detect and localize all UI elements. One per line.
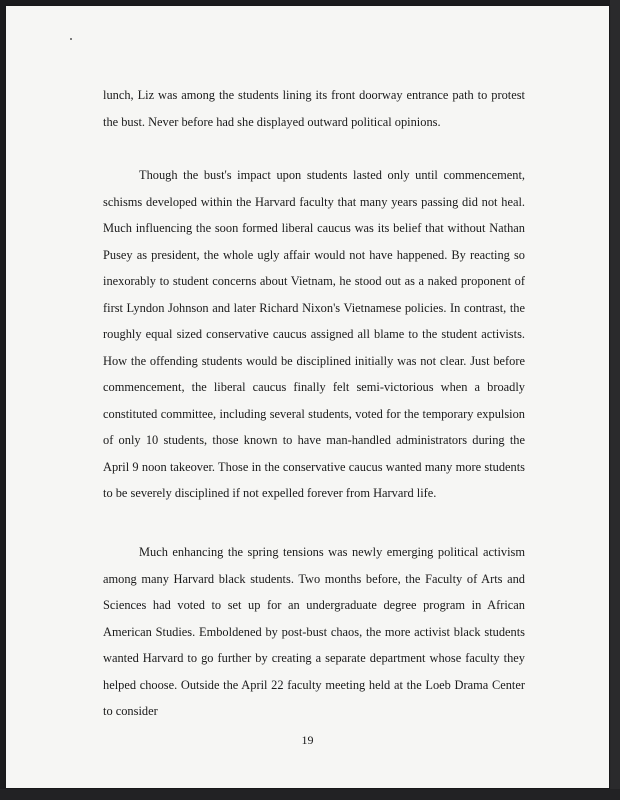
paragraph-1: lunch, Liz was among the students lining its front doorway entrance path to protest the bust. Never before had she displayed outward political opinions. [103, 88, 525, 129]
scan-speck [70, 38, 72, 40]
document-page [6, 6, 609, 788]
paragraph-3: Much enhancing the spring tensions was newly emerging political activism among many Harvard black students. Two months before, the Faculty of Arts and Sciences had voted to set up for an undergraduate degree program in African American Studies. Emboldened by post-bust chaos, the more activist black students wanted Harvard to go further by creating a separate department whose faculty they helped choose. Outside the April 22 faculty meeting held at the Loeb Drama Center to consider [103, 545, 525, 718]
page-number: 19 [301, 733, 314, 747]
scan-background-bottom-edge [0, 789, 620, 800]
paragraph-2: Though the bust's impact upon students lasted only until commencement, schisms developed within the Harvard faculty that many years passing did not heal. Much influencing the soon formed liberal caucus was its belief that without Nathan Pusey as president, the whole ugly affair would not have happened. By reacting so inexorably to student concerns about Vietnam, he stood out as a naked proponent of first Lyndon Johnson and later Richard Nixon's Vietnamese policies. In contrast, the roughly equal sized conservative caucus assigned all blame to the student activists. How the offending students would be disciplined initially was not clear. Just before commencement, the liberal caucus finally felt semi-victorious when a broadly constituted committee, including several students, voted for the temporary expulsion of only 10 students, those known to have man-handled administrators during the April 9 noon takeover. Those in the conservative caucus wanted many more students to be severely disciplined if not expelled forever from Harvard life. [103, 168, 525, 500]
scan-background-right-edge [610, 0, 620, 800]
